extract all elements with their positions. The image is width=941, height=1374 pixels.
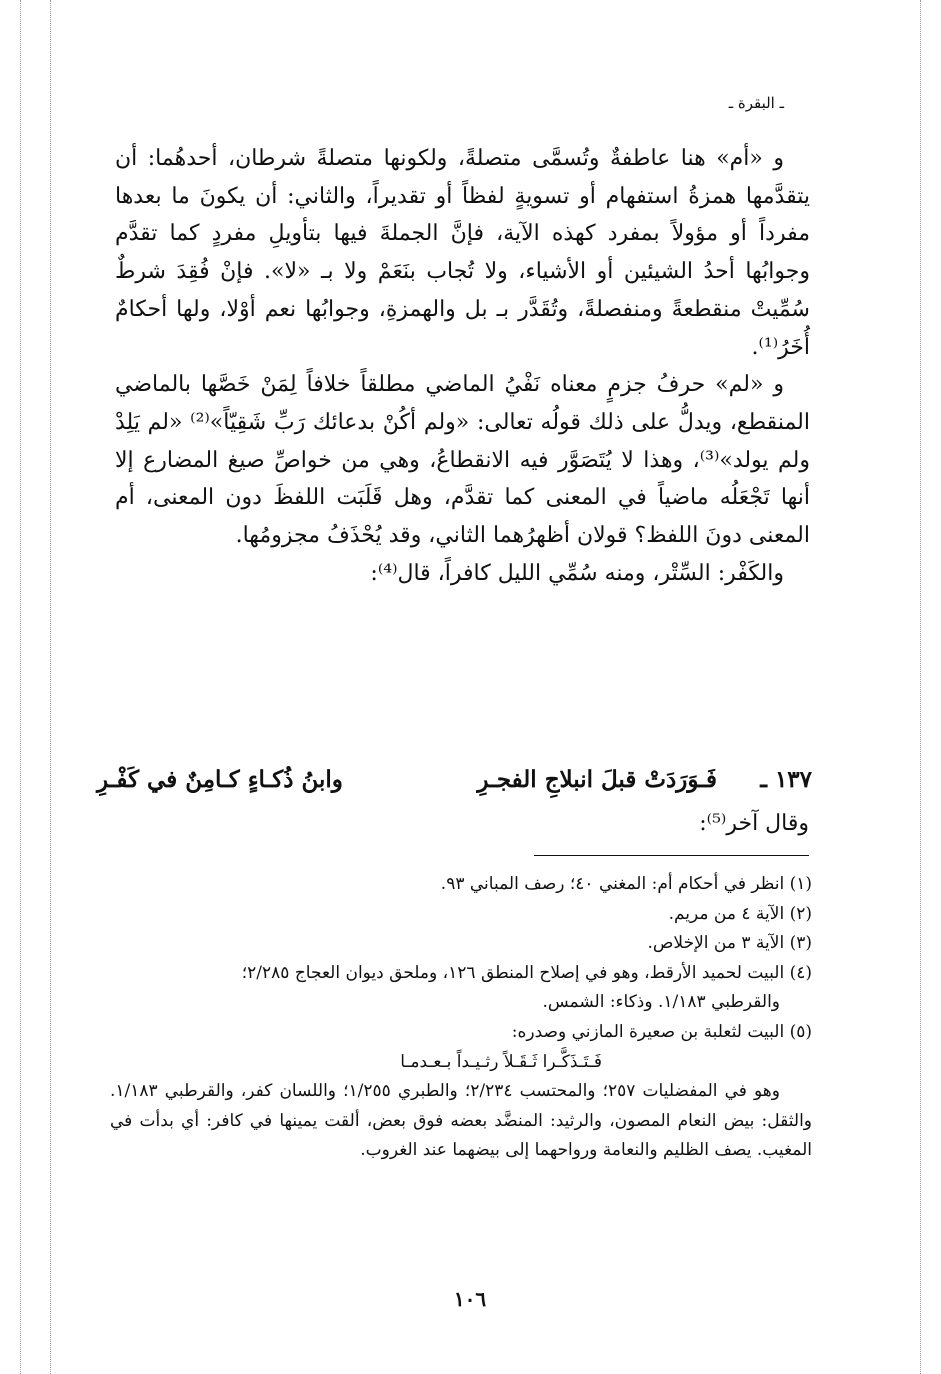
footnotes [110, 870, 812, 1166]
footnote-2: (٢) الآية ٤ من مريم. [668, 903, 812, 924]
verse-second-hemistich: وابنُ ذُكـاءٍ كـامِنٌ في كَفْـرِ [97, 766, 343, 793]
main-text [115, 140, 810, 592]
footnote-5: (٥) البيت لثعلبة بن صعيرة المازني وصدره: [511, 1021, 812, 1042]
paragraph-am: و «أم» هنا عاطفةٌ وتُسمَّى متصلةً، ولكونها متصلةً شرطان، أحدهُما: أن يتقدَّمها همزةُ استفهام أو تسويةٍ لفظاً أو تقديراً، والثاني: أن يكونَ ما بعدها مفرداً أو مؤولاً بمفرد كهذه الآية، فإنَّ الجملةَ فيها بتأويلِ مفردٍ كما تقدَّم وجوابُها أحدُ الشيئين أو الأشياء، ولا تُجاب بنَعَمْ ولا بـ «لا». فإنْ فُقِدَ شرطٌ سُمِّيتْ منقطعةً ومنفصلةً، وتُقَدَّر بـ بل والهمزةِ، وجوابُها نعم أوْلا، ولها أحكامٌ أُخَرُ⁽¹⁾. [115, 146, 810, 360]
paragraph-kufr: والكَفْر: السِّتْر، ومنه سُمِّي الليل كافراً، قال⁽⁴⁾: [370, 560, 784, 586]
scan-margin-line [920, 0, 921, 1374]
footnote-4-continuation: والقرطبي ١/١٨٣. وذكاء: الشمس. [542, 992, 780, 1013]
scan-margin-line [50, 0, 51, 1374]
footnote-separator [534, 855, 809, 856]
scan-margin-line [20, 0, 21, 1374]
verse-number: ١٣٧ ـ [760, 766, 812, 793]
page-number: ١٠٦ [453, 1287, 487, 1311]
footnote-4: (٤) البيت لحميد الأرقط، وهو في إصلاح المنطق ١٢٦، وملحق ديوان العجاج ٢/٢٨٥؛ [241, 962, 812, 983]
footnote-1: (١) انظر في أحكام أم: المغني ٤٠؛ رصف المباني ٩٣. [440, 874, 812, 894]
running-header: ـ البقرة ـ [728, 94, 784, 112]
verse-intro-line: وقال آخر⁽⁵⁾: [699, 811, 809, 836]
paragraph-lam: و «لم» حرفُ جزمٍ معناه نَفْيُ الماضي مطلقاً خلافاً لِمَنْ خَصَّها بالماضي المنقطع، ويدلُّ على ذلك قولُه تعالى: «ولم أكُنْ بدعائك رَبِّ شَقِيّاً»⁽²⁾ «لم يَلِدْ ولم يولد»⁽³⁾، وهذا لا يُتَصَوَّر فيه الانقطاعُ، وهي من خواصِّ صيغ المضارع إلا أنها تَجْعَلُه ماضياً في المعنى كما تقدَّم، وهل قَلَبَت اللفظَ دون المعنى، أم المعنى دونَ اللفظ؟ قولان أظهرُهما الثاني، وقد يُحْذَفُ مجزومُها. [115, 372, 810, 549]
footnote-3: (٣) الآية ٣ من الإخلاص. [647, 933, 812, 954]
footnote-5-hemistich: فَـتَـذَكَّـرا ثَـقَـلاً رثـيـداً بـعـدمـا [400, 1051, 602, 1072]
verse-first-hemistich: فَـوَرَدَتْ قبلَ انبلاجِ الفجـرِ [477, 766, 717, 793]
poetry-verse [85, 766, 812, 806]
footnote-5-sources: وهو في المفضليات ٢٥٧؛ والمحتسب ٢/٢٣٤؛ والطبري ١/٢٥٥؛ واللسان كفر، والقرطبي ١/١٨٣. والثقل: بيض النعام المصون، والرثيد: المنضَّد بعضه فوق بعض، ألقت يمينها في كافر: أي بدأت في المغيب. يصف الظليم والنعامة ورواحهما إلى بيضهما عند الغروب. [110, 1081, 812, 1161]
